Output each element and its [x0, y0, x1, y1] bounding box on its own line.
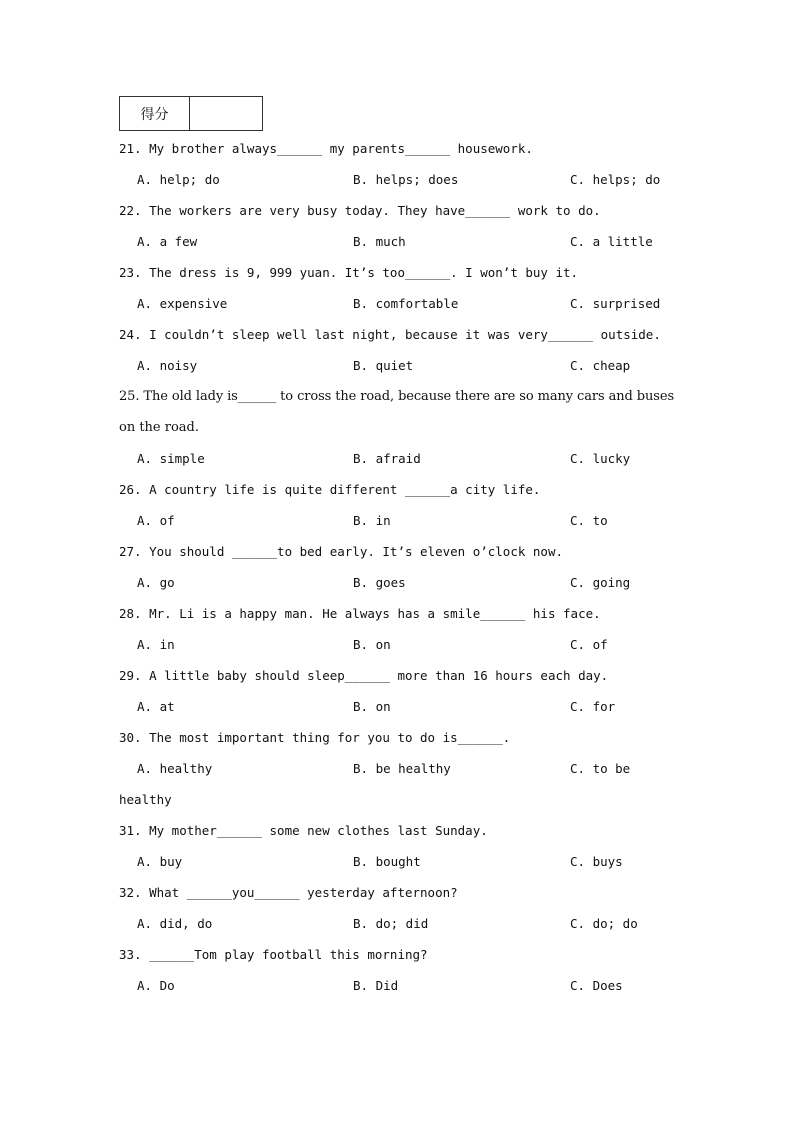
option-a: A. in: [137, 637, 175, 652]
question-30: [119, 717, 679, 810]
option-a: A. go: [137, 575, 175, 590]
option-c: C. to: [570, 513, 608, 528]
options-row: [119, 573, 679, 593]
option-c: C. for: [570, 699, 616, 714]
options-row: [119, 356, 679, 376]
options-row: [119, 294, 679, 314]
option-c: C. cheap: [570, 358, 631, 373]
question-stem: 25. The old lady is______ to cross the road, because there are so many cars and buses: [119, 389, 675, 404]
option-a: A. simple: [137, 451, 205, 466]
option-c-continued: healthy: [119, 792, 172, 807]
question-24: [119, 314, 679, 376]
options-row: [119, 635, 679, 655]
option-c: C. of: [570, 637, 608, 652]
question-28: [119, 593, 679, 655]
option-c: C. lucky: [570, 451, 631, 466]
option-b: B. bought: [353, 854, 421, 869]
option-b: B. quiet: [353, 358, 414, 373]
question-25: [119, 376, 679, 469]
question-22: [119, 190, 679, 252]
question-stem: 21. My brother always______ my parents______ housework.: [119, 141, 533, 156]
question-29: [119, 655, 679, 717]
option-b: B. afraid: [353, 451, 421, 466]
option-a: A. buy: [137, 854, 183, 869]
question-stem: 29. A little baby should sleep______ more than 16 hours each day.: [119, 668, 609, 683]
option-c: C. do; do: [570, 916, 638, 931]
option-b: B. on: [353, 637, 391, 652]
option-a: A. of: [137, 513, 175, 528]
option-b: B. Did: [353, 978, 399, 993]
question-stem: 27. You should ______to bed early. It’s eleven o’clock now.: [119, 544, 564, 559]
option-b: B. be healthy: [353, 761, 451, 776]
option-c: C. surprised: [570, 296, 661, 311]
option-b: B. much: [353, 234, 406, 249]
option-b: B. helps; does: [353, 172, 459, 187]
question-stem-continued: on the road.: [119, 420, 199, 435]
question-33: [119, 934, 679, 996]
options-row: [119, 449, 679, 469]
options-row: [119, 914, 679, 934]
option-a: A. did, do: [137, 916, 213, 931]
question-23: [119, 252, 679, 314]
option-a: A. a few: [137, 234, 198, 249]
question-stem: 28. Mr. Li is a happy man. He always has a smile______ his face.: [119, 606, 601, 621]
question-stem: 23. The dress is 9, 999 yuan. It’s too______. I won’t buy it.: [119, 265, 579, 280]
score-box: [119, 96, 263, 131]
option-a: A. help; do: [137, 172, 220, 187]
option-c: C. a little: [570, 234, 653, 249]
question-stem: 30. The most important thing for you to do is______.: [119, 730, 511, 745]
option-c: C. helps; do: [570, 172, 661, 187]
question-27: [119, 531, 679, 593]
options-row: [119, 511, 679, 531]
option-b: B. do; did: [353, 916, 429, 931]
options-row: [119, 852, 679, 872]
option-a: A. healthy: [137, 761, 213, 776]
option-c: C. Does: [570, 978, 623, 993]
option-a: A. at: [137, 699, 175, 714]
option-b: B. in: [353, 513, 391, 528]
options-row: [119, 697, 679, 717]
score-value-cell: [190, 97, 262, 130]
question-list: [119, 139, 679, 996]
option-c: C. going: [570, 575, 631, 590]
question-32: [119, 872, 679, 934]
option-b: B. comfortable: [353, 296, 459, 311]
question-stem: 31. My mother______ some new clothes last Sunday.: [119, 823, 488, 838]
option-b: B. on: [353, 699, 391, 714]
option-a: A. expensive: [137, 296, 228, 311]
score-label: 得分: [120, 97, 190, 130]
question-stem: 22. The workers are very busy today. They have______ work to do.: [119, 203, 601, 218]
question-31: [119, 810, 679, 872]
option-c: C. to be: [570, 761, 631, 776]
question-26: [119, 469, 679, 531]
option-a: A. Do: [137, 978, 175, 993]
options-row: [119, 976, 679, 996]
question-stem: 32. What ______you______ yesterday afternoon?: [119, 885, 458, 900]
question-stem: 26. A country life is quite different ______a city life.: [119, 482, 541, 497]
option-c: C. buys: [570, 854, 623, 869]
option-a: A. noisy: [137, 358, 198, 373]
options-row: [119, 232, 679, 252]
options-row: [119, 170, 679, 190]
option-b: B. goes: [353, 575, 406, 590]
question-stem: 33. ______Tom play football this morning?: [119, 947, 428, 962]
question-stem: 24. I couldn’t sleep well last night, because it was very______ outside.: [119, 327, 661, 342]
question-21: [119, 139, 679, 190]
options-row: [119, 759, 679, 779]
